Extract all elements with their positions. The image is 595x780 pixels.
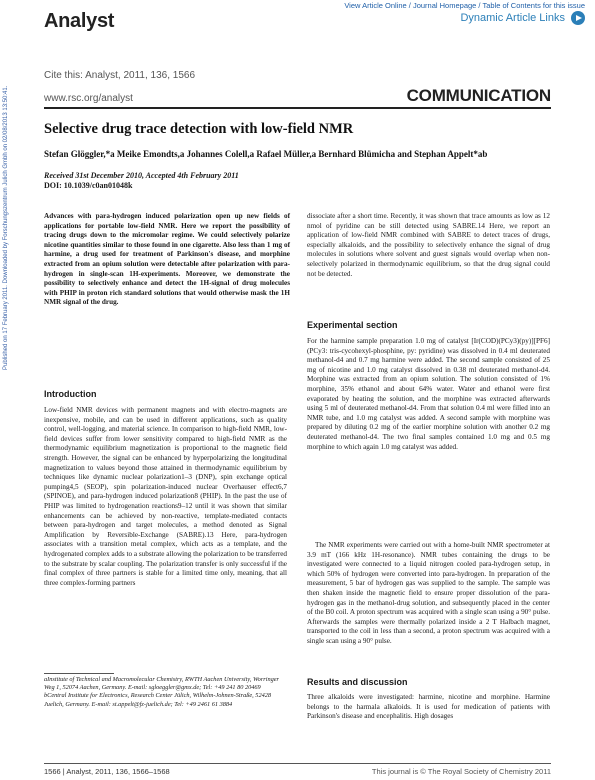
- results-text: Three alkaloids were investigated: harmine, nicotine and morphine. Harmine belongs to the harmala alkaloids. It is used for medication of patients with Parkinson's disease and encephalitis. High dosages: [307, 693, 550, 721]
- footer-copyright: This journal is © The Royal Society of Chemistry 2011: [371, 767, 551, 776]
- abstract: Advances with para-hydrogen induced polarization open up new fields of applications for portable low-field NMR. Here we report the possibility of tracing drugs down to the micromolar regime. We could selectively polarize nicotine quantities similar to those found in one cigarette. Also less than 1 mg of harmine, a drug used for treatment of Parkinson's disease, and morphine extracted from an opium solution were detectable after polarization with para-hydrogen in single-scan 1H-experiments. Moreover, we demonstrate the possibility to selectively enhance and detect the 1H-signal of drug molecules with PHIP in proton rich standard solutions that would otherwise mask the 1H NMR signal of the drug.: [44, 212, 290, 307]
- received-dates: Received 31st December 2010, Accepted 4th February 2011: [44, 171, 239, 180]
- published-note: Published on 17 February 2011. Downloaded by Forschungszentrum Julich Gmbh on 02/08/2013 13:50:41.: [3, 85, 9, 370]
- experimental-para-1: For the harmine sample preparation 1.0 mg of catalyst [Ir(COD)(PCy3)(py)][PF6] (PCy3: tris-cycohexyl-phosphine, py: pyridine) was dissolved in 0.4 ml deuterated methanol-d4 and 0.7 mg harmine were added. The second sample consisted of 25 mg of nicotine and 1.0 mg catalyst dissolved in 0.38 ml deuterated methanol-d4. Morphine was extracted from an opium solution. The solution consisted of 1% morphine, 35% ethanol and about 64% water. Water and ethanol were first evaporated by heating the solution, and the morphine was extracted afterwards using 5 ml of deuterated methanol-d4. From that solution 0.4 ml were filled into an NMR tube, and 1.0 mg catalyst was added. A second sample with morphine was prepared by diluting 0.2 mg of the earlier morphine solution with another 0.2 mg deuterated methanol-d4. The two final samples contained 1.0 mg and 0.5 mg morphine to which again 1.0 mg catalyst was added.: [307, 337, 550, 451]
- footnote-a: aInstitute of Technical and Macromolecular Chemistry, RWTH Aachen University, Worringer Weg 1, 52074 Aachen, Germany. E-mail: sgloeggler@gmx.de; Tel: +49 241 80 20469: [44, 676, 280, 692]
- journal-name: Analyst: [44, 10, 115, 32]
- experimental-para-2: The NMR experiments were carried out with a home-built NMR spectrometer at 3.9 mT (166 kHz 1H-resonance). NMR tubes containing the drugs to be investigated were connected to a liquid nitrogen cooled para-hydrogen setup, in which 50% of hydrogen were converted into para-hydrogen. In preparation of the measurement, 5 bar of hydrogen gas was supplied to the sample. The sample was then shaken inside the magnetic field to ensure proper dissolution of the para-hydrogen gas in the methanol-drug solution, and subsequently placed in the center of the B0 coil. A proton spectrum was acquired with a single scan using a 90° pulse. Afterwards the samples were thermally polarized inside a 2 T Halbach magnet, transported to the coil in less than a second, a proton spectrum was acquired with a single scan using a 90° pulse.: [307, 541, 550, 645]
- footnotes: [44, 676, 288, 709]
- footer-rule: [44, 763, 551, 764]
- intro-text: Low-field NMR devices with permanent magnets and with electro-magnets are inexpensive, mobile, and can be used in different applications, such as quality control, well-logging, and material science. In comparison to high-field NMR, low-field devices suffer from lower sensitivity compared to high-field NMR as the thermodynamic equilibrium magnetization is proportional to the magnetic field strength. However, the signal can be enhanced by hyperpolarizing the longitudinal magnetization to values beyond those attained in thermodynamic equilibrium by techniques like dynamic nuclear polarization1–3 (DNP), spin exchange optical pumping4,5 (SEOP), spin polarization-induced nuclear Overhauser effect6,7 (SPINOE), and para-hydrogen induced polarization8 (PHIP). In the past the use of PHIP was limited to hydrogenation reactions9–12 until it was shown that similar enhancements can be achieved by non-reactive, template-mediated contacts between para-hydrogen and target molecules, a method denoted as Signal Amplification by Reversible-Exchange (SABRE).13 Here, para-hydrogen associates with a transition metal complex, which acts as a template, and the hydrogenated complex adds to a substrate allowing the polarization to be transferred to the substrate by scalar coupling. The polarization transfer is only successful if the final complex of three partners is stable for a limited time only, meaning, that all three complex-forming partners: [44, 406, 287, 587]
- published-sidebar: [0, 85, 14, 600]
- experimental-heading: Experimental section: [307, 320, 398, 330]
- intro-heading: Introduction: [44, 389, 97, 399]
- results-heading: Results and discussion: [307, 677, 408, 687]
- journal-url[interactable]: www.rsc.org/analyst: [44, 93, 133, 104]
- play-arrow-icon[interactable]: [571, 11, 585, 25]
- footer-page-info: 1566 | Analyst, 2011, 136, 1566–1568: [44, 767, 170, 776]
- footnote-b: bCentral Institute for Electronics, Research Center Jülich, Wilhelm-Johnen-Straße, 52428 Juelich, Germany. E-mail: st.appelt@fz-juelich.de; Tel: +49 2461 61 3884: [44, 692, 272, 708]
- citation-line: Cite this: Analyst, 2011, 136, 1566: [44, 70, 196, 81]
- journal-links[interactable]: View Article Online / Journal Homepage / Table of Contents for this issue: [344, 1, 585, 10]
- header-rule: [44, 107, 551, 109]
- doi[interactable]: DOI: 10.1039/c0an01048k: [44, 181, 133, 190]
- article-type: COMMUNICATION: [406, 86, 551, 105]
- author-list: Stefan Glöggler,*a Meike Emondts,a Johannes Colell,a Rafael Müller,a Bernhard Blümicha and Stephan Appelt*ab: [44, 149, 488, 159]
- right-column-intro: dissociate after a short time. Recently, it was shown that trace amounts as low as 12 nmol of pyridine can be still detected using SABRE.14 Here, we report an application of low-field NMR combined with SABRE to detect traces of drugs, especially alkaloids, and the possibility to selectively enhance the signal of drug molecules in solutions where solvent and guest signals would overlap when non-selectively polarized in thermodynamic equilibrium, so that the drug signal could not be detected.: [307, 212, 550, 278]
- dynamic-article-links[interactable]: Dynamic Article Links: [460, 12, 565, 24]
- footnote-rule: [44, 673, 114, 674]
- article-title: Selective drug trace detection with low-field NMR: [44, 121, 354, 137]
